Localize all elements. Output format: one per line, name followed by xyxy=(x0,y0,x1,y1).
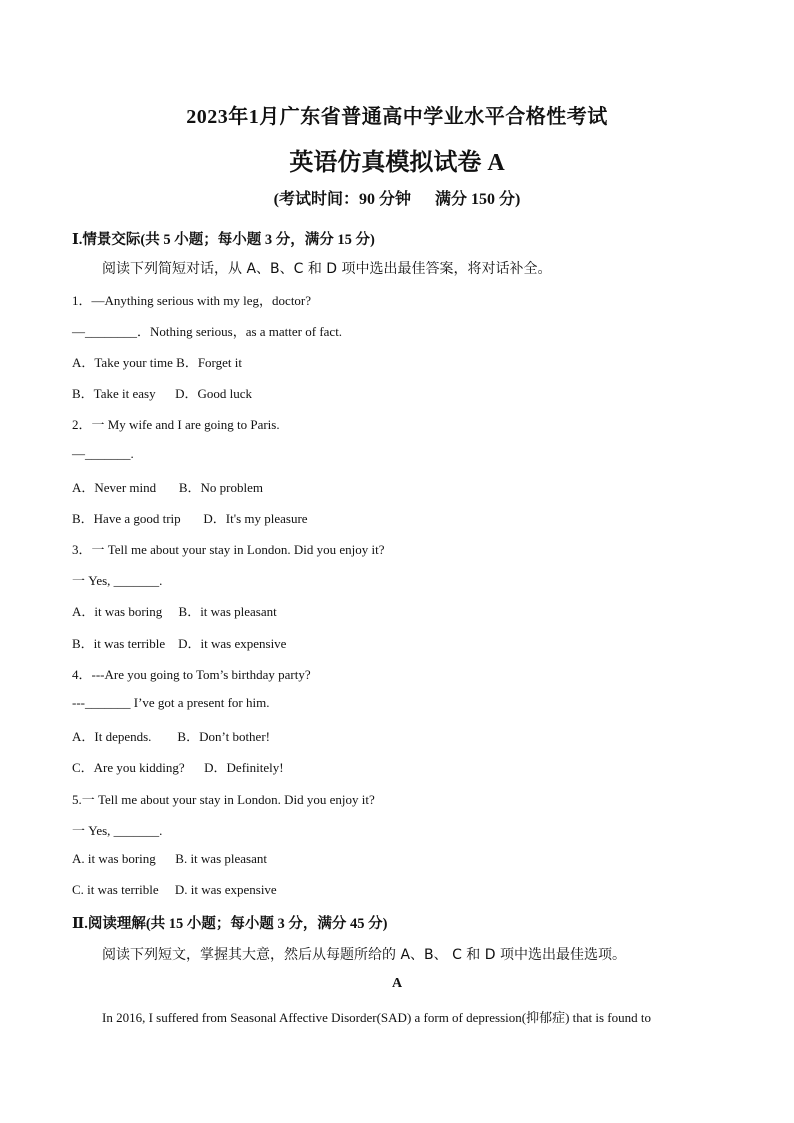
section1-instruction: 阅读下列简短对话，从 A、B、C 和 D 项中选出最佳答案，将对话补全。 xyxy=(102,261,552,277)
q2-stem: 2．一 My wife and I are going to Paris. xyxy=(72,417,280,432)
q5-response: 一 Yes, _______. xyxy=(72,823,163,838)
section1-heading: Ⅰ.情景交际(共 5 小题；每小题 3 分，满分 15 分) xyxy=(72,232,375,248)
q1-stem: 1．—Anything serious with my leg，doctor? xyxy=(72,293,312,308)
q3-options-row1: A．it was boring B．it was pleasant xyxy=(72,604,277,619)
q4-response: ---_______ I’ve got a present for him. xyxy=(72,695,270,710)
q2-response: —_______. xyxy=(72,446,134,461)
q3-response: 一 Yes, _______. xyxy=(72,573,163,588)
passage-first-line: In 2016, I suffered from Seasonal Affective Disorder(SAD) a form of depression(抑郁症) that is found to xyxy=(102,1010,652,1025)
q4-options-row1: A．It depends. B．Don’t bother! xyxy=(72,729,270,744)
exam-title: 2023年1月广东省普通高中学业水平合格性考试 xyxy=(186,106,608,128)
section2-heading: Ⅱ.阅读理解(共 15 小题；每小题 3 分，满分 45 分) xyxy=(72,916,388,932)
q3-options-row2: B．it was terrible D．it was expensive xyxy=(72,636,287,651)
exam-time-score: (考试时间：90 分钟 满分 150 分) xyxy=(273,191,521,208)
q1-options-row1: A．Take your time B．Forget it xyxy=(72,355,242,370)
q4-stem: 4．---Are you going to Tom’s birthday party? xyxy=(72,667,311,682)
q5-stem: 5.一 Tell me about your stay in London. Did you enjoy it? xyxy=(72,792,375,807)
section2-instruction: 阅读下列短文，掌握其大意，然后从每题所给的 A、B、 C 和 D 项中选出最佳选项。 xyxy=(102,947,626,963)
q1-options-row2: B．Take it easy D．Good luck xyxy=(72,386,252,401)
passage-label: A xyxy=(391,976,403,991)
q2-options-row1: A．Never mind B．No problem xyxy=(72,480,264,495)
q5-options-row1: A. it was boring B. it was pleasant xyxy=(72,851,267,866)
exam-subtitle: 英语仿真模拟试卷 A xyxy=(289,150,505,176)
q3-stem: 3．一 Tell me about your stay in London. Did you enjoy it? xyxy=(72,542,385,557)
q5-options-row2: C. it was terrible D. it was expensive xyxy=(72,882,277,897)
q2-options-row2: B．Have a good trip D．It's my pleasure xyxy=(72,511,308,526)
q1-response: —________．Nothing serious，as a matter of fact. xyxy=(72,324,343,339)
q4-options-row2: C．Are you kidding? D．Definitely! xyxy=(72,760,284,775)
